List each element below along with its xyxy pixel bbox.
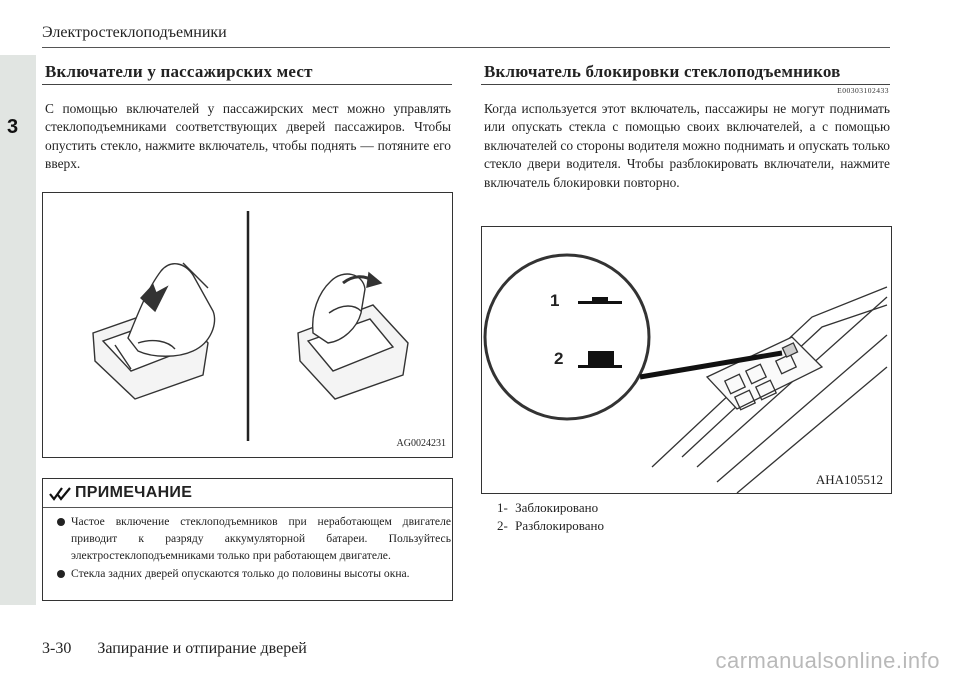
right-title-rule [481, 84, 890, 85]
bullet-icon [57, 518, 65, 526]
page-footer [42, 640, 307, 658]
note-rule [43, 507, 452, 508]
left-title-rule [42, 84, 452, 85]
running-header: Электростеклоподъемники [42, 24, 227, 41]
document-code: E00303102433 [837, 86, 889, 95]
note-check-icon [49, 486, 71, 502]
figure-code: AG0024231 [396, 438, 446, 449]
callout-2: 2 [554, 349, 564, 368]
note-item [57, 565, 451, 582]
left-paragraph: С помощью включателей у пассажирских мест можно управлять стеклоподъемниками соответствующих дверей пассажиров. Чтобы опустить стекло, нажмите включатель, чтобы поднять — потяните его вверх. [45, 101, 451, 172]
note-item-text: Стекла задних дверей опускаются только до половины высоты окна. [71, 567, 410, 580]
bullet-icon [57, 570, 65, 578]
header-rule [42, 47, 890, 48]
legend-number: 2- [497, 518, 508, 533]
chapter-number: 3 [7, 116, 19, 138]
legend-number: 1- [497, 500, 508, 515]
note-item [57, 513, 451, 564]
callout-1: 1 [550, 291, 560, 310]
passenger-switch-illustration [43, 193, 452, 457]
watermark: carmanualsonline.info [715, 648, 940, 673]
figure-code: AHA105512 [815, 472, 883, 487]
footer-section-title: Запирание и отпирание дверей [97, 640, 307, 657]
lock-switch-illustration [482, 227, 891, 493]
legend-item [497, 518, 604, 534]
note-item-text: Частое включение стеклоподъемников при неработающем двигателе приводит к разряду аккумуляторной батареи. Пользуйтесь электростеклоподъемниками только при работающем двигателе. [71, 515, 451, 562]
right-paragraph: Когда используется этот включатель, пассажиры не могут поднимать или опускать стекла с помощью своих включателей, а с помощью включателей со стороны водителя можно поднимать и опускать только стекло двери водителя. Чтобы разблокировать включатели, нажмите включатель блокировки повторно. [484, 101, 890, 190]
legend-text: Разблокировано [515, 518, 604, 533]
lock-switch-figure [481, 226, 892, 494]
note-title: ПРИМЕЧАНИЕ [75, 484, 193, 501]
legend-text: Заблокировано [515, 500, 599, 515]
legend-item [497, 500, 598, 516]
page-number: 3-30 [42, 640, 72, 657]
passenger-switch-figure [42, 192, 453, 458]
right-section-title: Включатель блокировки стеклоподъемников [484, 62, 841, 81]
note-box [42, 478, 453, 601]
left-section-title: Включатели у пассажирских мест [45, 62, 313, 81]
